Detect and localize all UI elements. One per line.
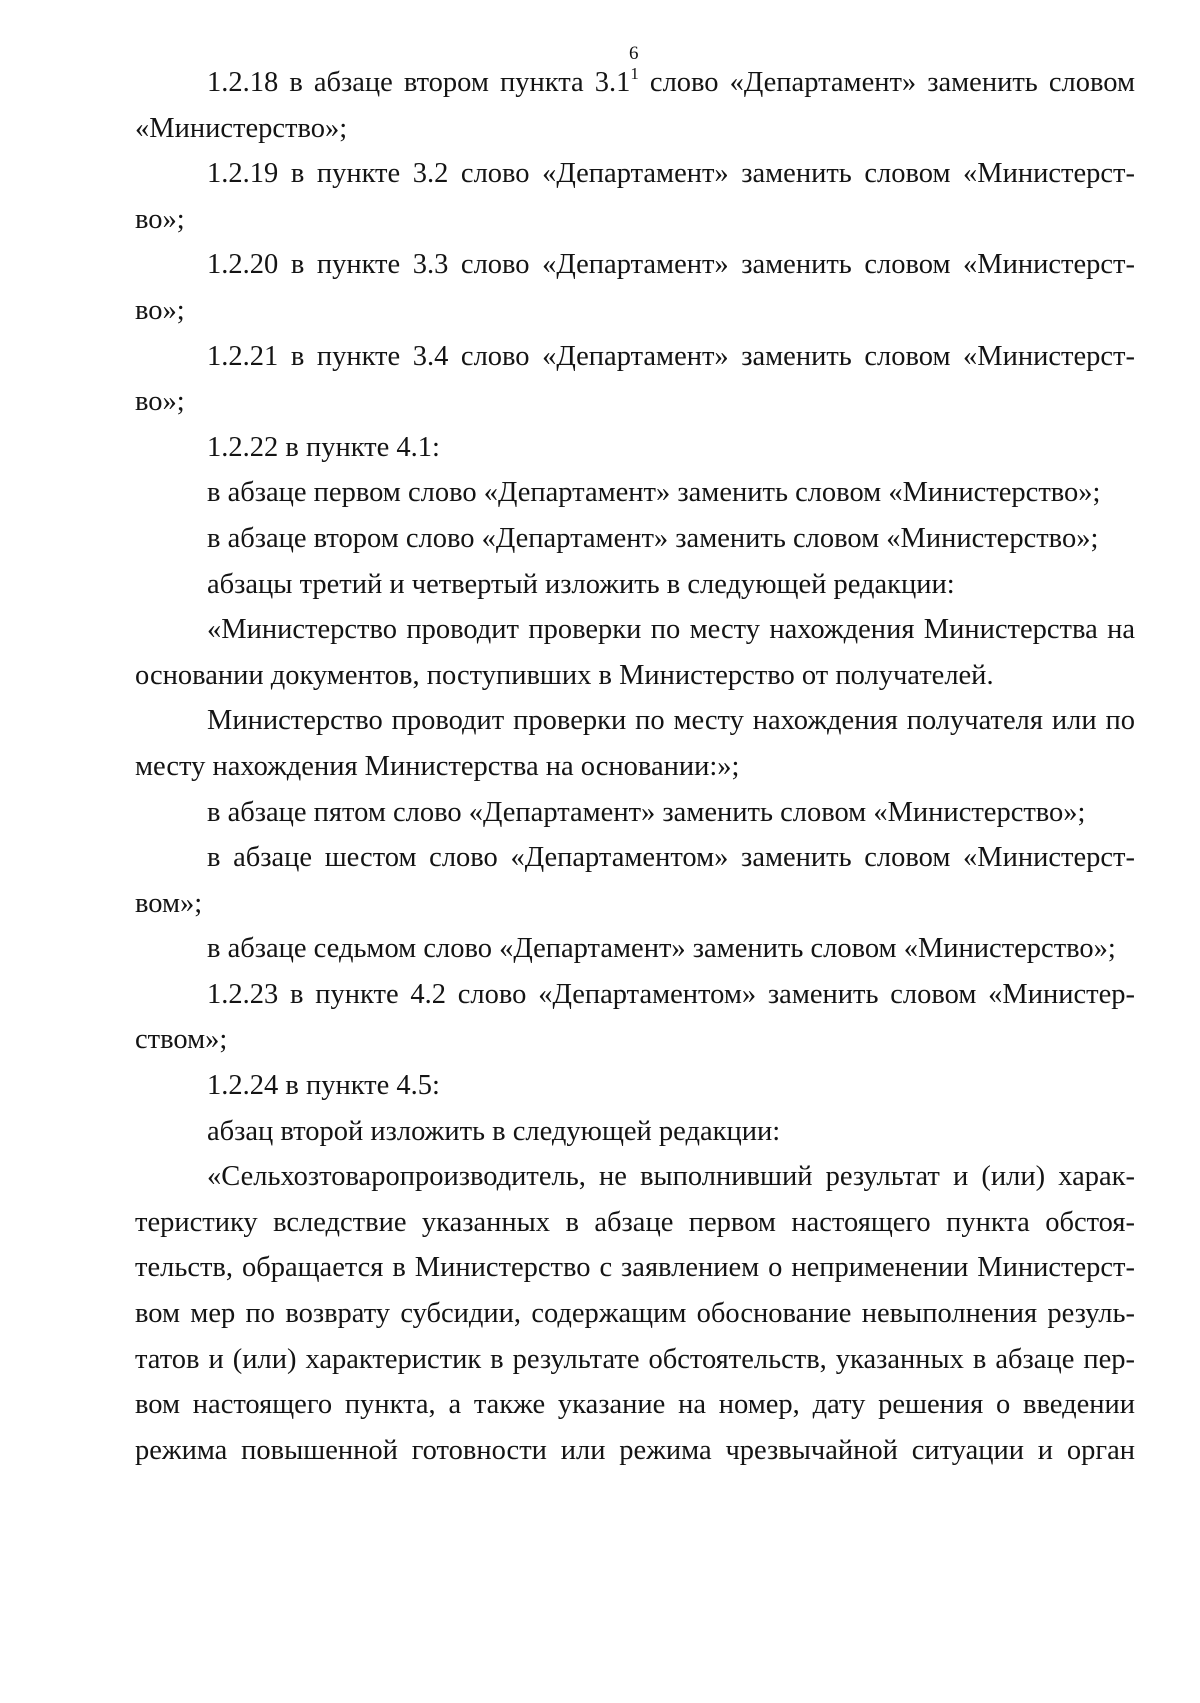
item-1-2-20: 1.2.20 в пункте 3.3 слово «Департамент» заменить словом «Министерст- [207, 249, 1135, 281]
item-1-2-22-quote-1-line-2: основании документов, поступивших в Министерство от получателей. [135, 659, 994, 691]
quote-line: вом мер по возврату субсидии, содержащим обоснование невыполнения резуль- [135, 1298, 1135, 1330]
item-1-2-21-continuation: во»; [135, 386, 185, 418]
item-1-2-22-para-6-continuation: вом»; [135, 887, 203, 919]
item-1-2-18-text-b: слово «Департамент» заменить словом [638, 67, 1135, 98]
item-1-2-18-text-a: 1.2.18 в абзаце втором пункта 3.1 [207, 67, 631, 98]
item-1-2-21: 1.2.21 в пункте 3.4 слово «Департамент» заменить словом «Министерст- [207, 340, 1135, 372]
item-1-2-22-para-6: в абзаце шестом слово «Департаментом» заменить словом «Министерст- [207, 842, 1135, 874]
item-1-2-22-para-3: абзацы третий и четвертый изложить в следующей редакции: [207, 568, 955, 600]
item-1-2-24-para-1: абзац второй изложить в следующей редакции: [207, 1115, 781, 1147]
item-1-2-22-quote-2-line-1: Министерство проводит проверки по месту нахождения получателя или по [207, 705, 1135, 737]
item-1-2-24-heading: 1.2.24 в пункте 4.5: [207, 1070, 440, 1102]
quote-line: татов и (или) характеристик в результате обстоятельств, указанных в абзаце пер- [135, 1343, 1135, 1375]
quote-line: режима повышенной готовности или режима чрезвычайной ситуации и орган [135, 1434, 1135, 1466]
quote-line: теристику вследствие указанных в абзаце первом настоящего пункта обстоя- [135, 1206, 1135, 1238]
item-1-2-22-quote-1-line-1: «Министерство проводит проверки по месту нахождения Министерства на [207, 614, 1135, 646]
item-1-2-22-para-7: в абзаце седьмом слово «Департамент» заменить словом «Министерство»; [207, 933, 1116, 965]
item-1-2-22-quote-2-line-2: месту нахождения Министерства на основании:»; [135, 750, 740, 782]
quote-line: вом настоящего пункта, а также указание на номер, дату решения о введении [135, 1389, 1135, 1421]
item-1-2-19-continuation: во»; [135, 203, 185, 235]
item-1-2-22-heading: 1.2.22 в пункте 4.1: [207, 431, 440, 463]
item-1-2-22-para-5: в абзаце пятом слово «Департамент» заменить словом «Министерство»; [207, 796, 1086, 828]
quote-line: «Сельхозтоваропроизводитель, не выполнивший результат и (или) харак- [207, 1161, 1135, 1193]
item-1-2-23-continuation: ством»; [135, 1024, 228, 1056]
item-1-2-22-para-1: в абзаце первом слово «Департамент» заменить словом «Министерство»; [207, 477, 1101, 509]
document-body [135, 60, 1135, 1473]
quote-line: тельств, обращается в Министерство с заявлением о неприменении Министерст- [135, 1252, 1135, 1284]
item-1-2-20-continuation: во»; [135, 294, 185, 326]
item-1-2-18 [135, 60, 1135, 106]
page-number: 6 [629, 43, 639, 64]
superscript-1: 1 [630, 63, 639, 83]
item-1-2-23: 1.2.23 в пункте 4.2 слово «Департаментом» заменить словом «Министер- [207, 978, 1135, 1010]
item-1-2-19: 1.2.19 в пункте 3.2 слово «Департамент» заменить словом «Министерст- [207, 158, 1135, 190]
item-1-2-18-continuation: «Министерство»; [135, 112, 348, 144]
item-1-2-22-para-2: в абзаце втором слово «Департамент» заменить словом «Министерство»; [207, 522, 1099, 554]
